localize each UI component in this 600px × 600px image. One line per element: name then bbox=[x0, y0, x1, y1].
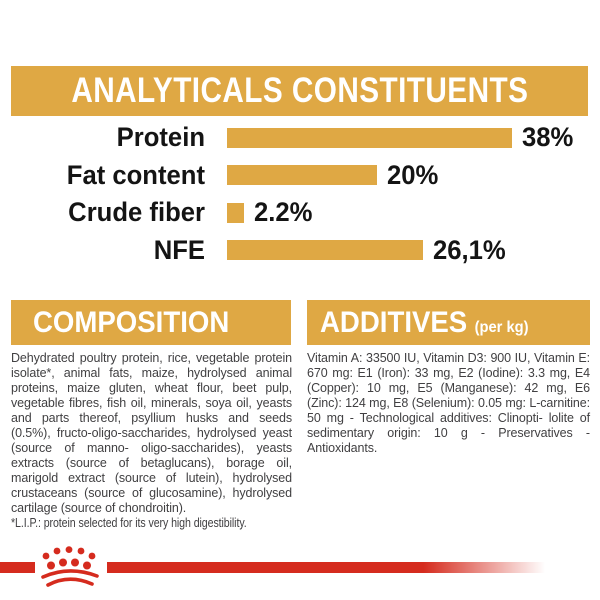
composition-header-bar bbox=[11, 300, 291, 345]
analyticals-header-bar bbox=[11, 66, 588, 116]
chart-row bbox=[0, 157, 600, 195]
chart-row-label: NFE bbox=[153, 234, 205, 265]
chart-bar bbox=[227, 240, 423, 260]
lip-footnote: *L.I.P.: protein selected for its very high digestibility. bbox=[11, 516, 247, 530]
chart-row-value: 2.2% bbox=[253, 197, 312, 228]
chart-row bbox=[0, 232, 600, 270]
chart-row-value: 38% bbox=[522, 122, 574, 153]
additives-title: ADDITIVES (per kg) bbox=[320, 305, 529, 339]
additives-header-bar bbox=[307, 300, 590, 345]
chart-row-label: Protein bbox=[116, 122, 205, 153]
composition-body: Dehydrated poultry protein, rice, vegetable protein isolate*, animal fats, maize, hydrolysed animal proteins, maize gluten, wheat flour, beet pulp, vegetable fibres, fish oil, minerals, soya oil, yeasts and parts thereof, psyllium husks and seeds (0.5%), fructo-oligo-saccharides, hydrolysed yeast (source of manno- oligo-saccharides), yeasts extracts (source of betaglucans), borage oil, marigold extract (source of lutein), hydrolysed crustaceans (source of glucosamine), hydrolysed cartilage (source of chondroitin). bbox=[11, 351, 292, 515]
additives-per-kg-label: (per kg) bbox=[474, 318, 529, 336]
chart-bar bbox=[227, 128, 512, 148]
composition-text-block bbox=[11, 351, 292, 531]
red-ribbon-left bbox=[0, 562, 35, 573]
red-ribbon-right bbox=[107, 562, 559, 573]
analyticals-title: ANALYTICALS CONSTITUENTS bbox=[70, 71, 529, 110]
chart-row bbox=[0, 119, 600, 157]
additives-body: Vitamin A: 33500 IU, Vitamin D3: 900 IU, Vitamin E: 670 mg: E1 (Iron): 33 mg, E2 (Iodine): 3.3 mg, E4 (Copper): 10 mg, E5 (Manganese): 42 mg, E6 (Zinc): 124 mg, E8 (Selenium): 0.05 mg: L-carnitine: 50 mg - Technological additives: Clinopti- lolite of sedimentary origin: 10 g - Preservatives - Antioxidants. bbox=[307, 351, 590, 455]
analytical-constituents-chart bbox=[0, 119, 600, 269]
chart-row-value: 20% bbox=[387, 159, 439, 190]
chart-bar bbox=[227, 165, 377, 185]
chart-row-value: 26,1% bbox=[432, 234, 506, 265]
additives-text-block bbox=[307, 351, 590, 456]
chart-row bbox=[0, 194, 600, 232]
chart-row-label: Crude fiber bbox=[68, 197, 205, 228]
royal-canin-crown-icon bbox=[41, 546, 101, 588]
chart-row-label: Fat content bbox=[66, 159, 205, 190]
composition-title: COMPOSITION bbox=[33, 305, 230, 339]
chart-bar bbox=[227, 203, 244, 223]
